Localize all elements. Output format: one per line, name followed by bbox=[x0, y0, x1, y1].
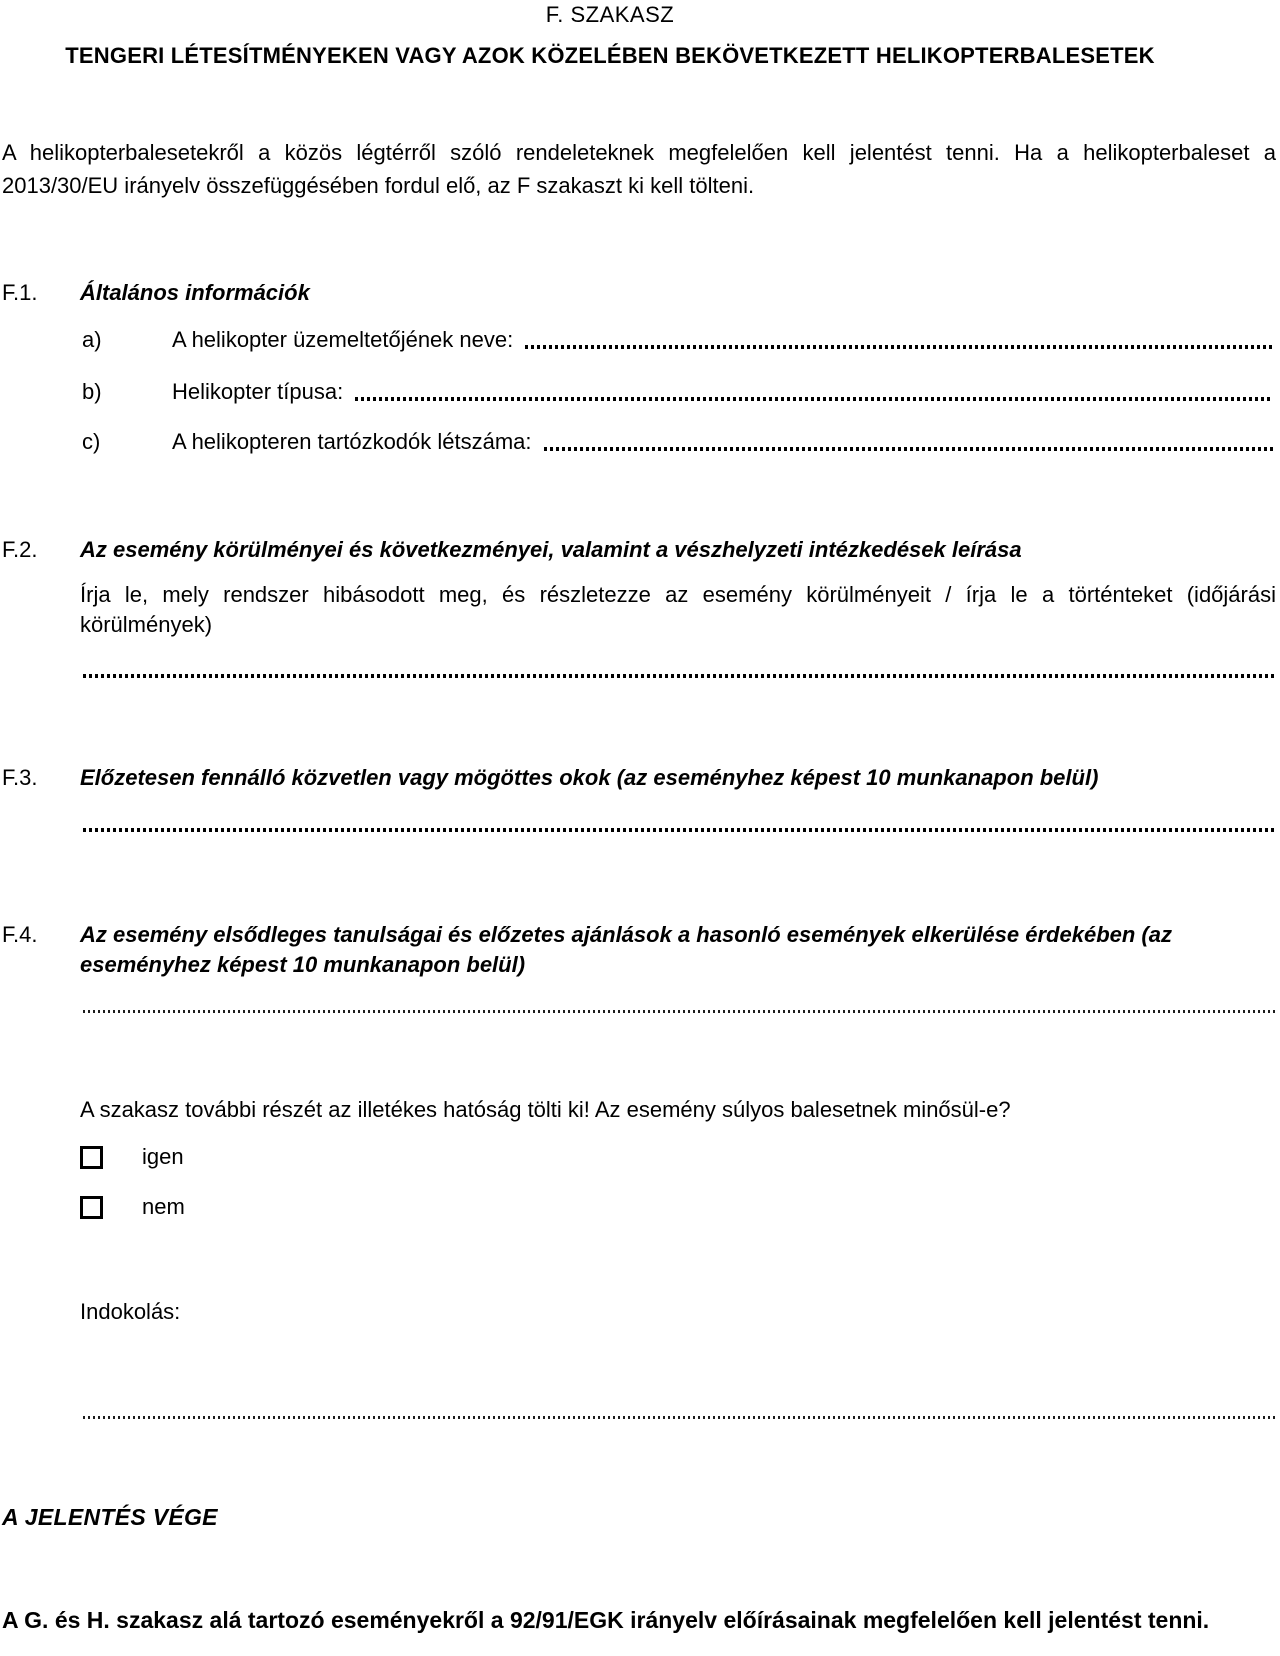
section-f1 bbox=[2, 278, 1275, 308]
section-number: F.1. bbox=[2, 280, 38, 305]
end-of-report-label: A JELENTÉS VÉGE bbox=[2, 1504, 218, 1530]
option-row-nem bbox=[80, 1194, 185, 1220]
checkbox-nem[interactable] bbox=[80, 1196, 103, 1219]
section-heading: Általános információk bbox=[80, 280, 310, 305]
list-item bbox=[82, 379, 1275, 405]
dotted-fill-line[interactable] bbox=[525, 345, 1273, 349]
justification-label: Indokolás: bbox=[80, 1299, 181, 1324]
checkbox-label: nem bbox=[142, 1194, 185, 1219]
dotted-answer-line[interactable] bbox=[83, 1010, 1275, 1013]
item-marker: c) bbox=[82, 429, 101, 454]
checkbox-label: igen bbox=[142, 1144, 184, 1169]
section-number: F.3. bbox=[2, 765, 38, 790]
checkbox-igen[interactable] bbox=[80, 1146, 103, 1169]
section-number: F.2. bbox=[2, 537, 38, 562]
dotted-answer-line[interactable] bbox=[83, 1416, 1275, 1419]
dotted-answer-line[interactable] bbox=[83, 674, 1275, 678]
item-marker: a) bbox=[82, 327, 102, 352]
item-label: A helikopter üzemeltetőjének neve: bbox=[172, 327, 514, 352]
dotted-fill-line[interactable] bbox=[355, 397, 1273, 401]
section-heading: Előzetesen fennálló közvetlen vagy mögöttes okok (az eseményhez képest 10 munkanapon belül) bbox=[80, 765, 1099, 790]
item-label: Helikopter típusa: bbox=[172, 379, 344, 404]
section-f3 bbox=[2, 763, 1275, 793]
section-label: F. SZAKASZ bbox=[545, 2, 675, 27]
list-item bbox=[82, 429, 1275, 455]
dotted-answer-line[interactable] bbox=[83, 828, 1275, 832]
section-heading: Az esemény elsődleges tanulságai és előzetes ajánlások a hasonló események elkerülése érdekében (az eseményhez képest 10 munkanapon belül) bbox=[80, 922, 1172, 977]
section-f4 bbox=[2, 920, 1275, 980]
option-row-igen bbox=[80, 1144, 184, 1170]
section-number: F.4. bbox=[2, 922, 38, 947]
list-item bbox=[82, 327, 1275, 353]
page-title: TENGERI LÉTESÍTMÉNYEKEN VAGY AZOK KÖZELÉBEN BEKÖVETKEZETT HELIKOPTERBALESETEK bbox=[65, 43, 1155, 68]
section-f2 bbox=[2, 535, 1275, 565]
section-heading: Az esemény körülményei és következményei, valamint a vészhelyzeti intézkedések leírása bbox=[80, 537, 1022, 562]
intro-paragraph: A helikopterbalesetekről a közös légtérről szóló rendeleteknek megfelelően kell jelentést tenni. Ha a helikopterbaleset a 2013/30/EU irányelv összefüggésében fordul elő, az F szakaszt ki kell tölteni. bbox=[2, 140, 1276, 198]
authority-question: A szakasz további részét az illetékes hatóság tölti ki! Az esemény súlyos balesetnek minősül-e? bbox=[80, 1097, 1011, 1122]
item-marker: b) bbox=[82, 379, 102, 404]
dotted-fill-line[interactable] bbox=[544, 447, 1273, 451]
section-instructions: Írja le, mely rendszer hibásodott meg, és részletezze az esemény körülményeit / írja le a történteket (időjárási körülmények) bbox=[80, 582, 1276, 637]
item-label: A helikopteren tartózkodók létszáma: bbox=[172, 429, 532, 454]
footer-note: A G. és H. szakasz alá tartozó eseményekről a 92/91/EGK irányelv előírásainak megfelelően kell jelentést tenni. bbox=[2, 1607, 1210, 1633]
